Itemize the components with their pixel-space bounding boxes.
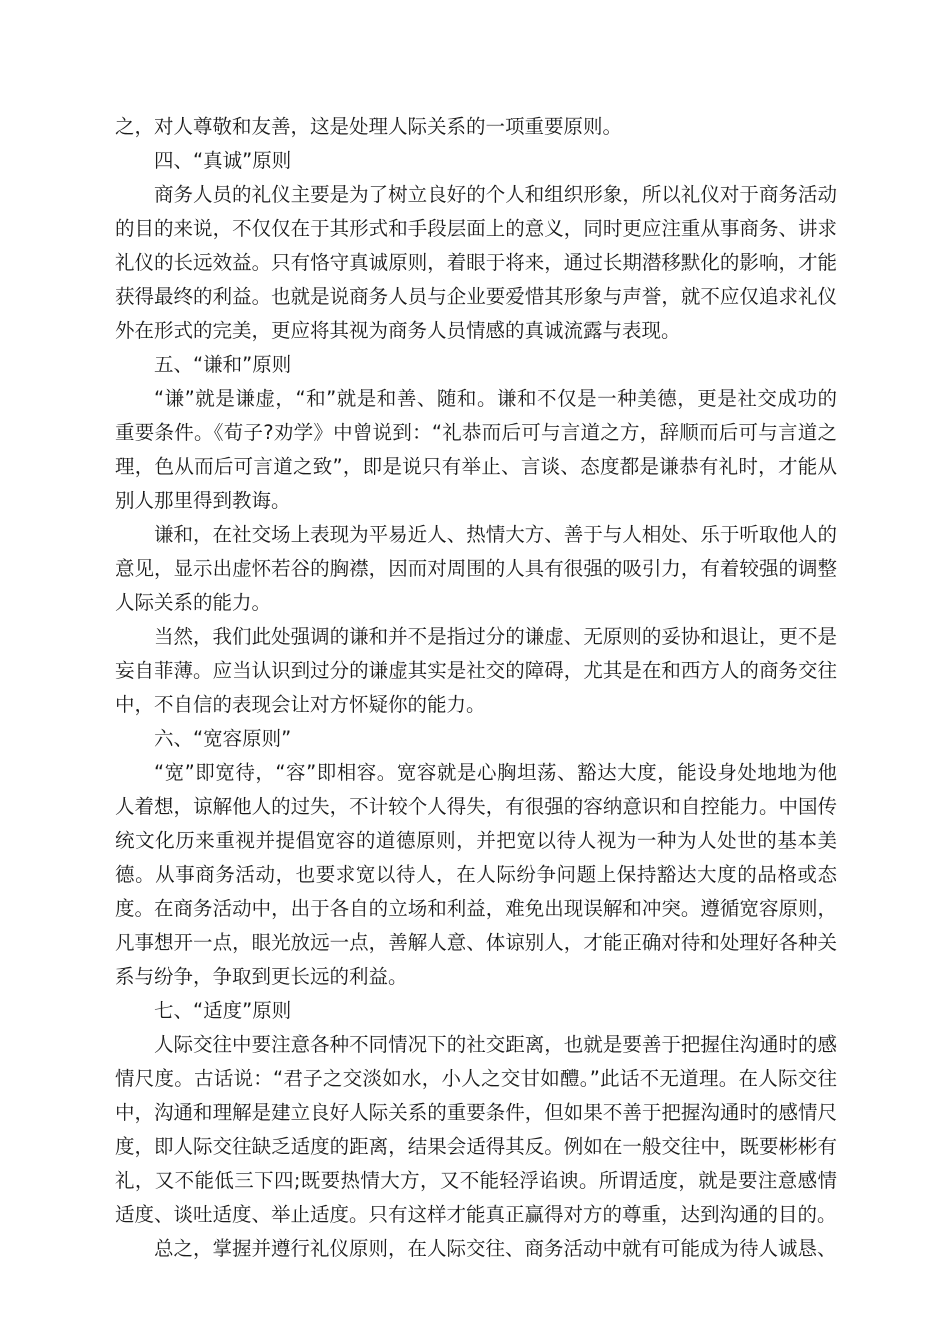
paragraph-sincerity: 商务人员的礼仪主要是为了树立良好的个人和组织形象，所以礼仪对于商务活动的目的来说，不仅仅在于其形式和手段层面上的意义，同时更应注重从事商务、讲求礼仪的长远效益。只有恪守真诚原则，着眼于将来，通过长期潜移默化的影响，才能获得最终的利益。也就是说商务人员与企业要爱惜其形象与声誉，就不应仅追求礼仪外在形式的完美，更应将其视为商务人员情感的真诚流露与表现。: [115, 183, 837, 342]
paragraph-modesty-behavior: 谦和，在社交场上表现为平易近人、热情大方、善于与人相处、乐于听取他人的意见，显示出虚怀若谷的胸襟，因而对周围的人具有很强的吸引力，有着较强的调整人际关系的能力。: [115, 523, 837, 614]
section-heading-tolerance: 六、“宽容原则”: [154, 727, 292, 750]
section-heading-sincerity: 四、“真诚”原则: [154, 149, 292, 172]
document-body: [115, 110, 837, 1266]
paragraph-conclusion: 总之，掌握并遵行礼仪原则，在人际交往、商务活动中就有可能成为待人诚恳、: [154, 1237, 837, 1260]
paragraph-modesty-caution: 当然，我们此处强调的谦和并不是指过分的谦虚、无原则的妥协和退让，更不是妄自菲薄。应当认识到过分的谦虚其实是社交的障碍，尤其是在和西方人的商务交往中，不自信的表现会让对方怀疑你的能力。: [115, 625, 837, 716]
paragraph-continuation: 之，对人尊敬和友善，这是处理人际关系的一项重要原则。: [115, 115, 623, 138]
paragraph-tolerance: “宽”即宽待，“容”即相容。宽容就是心胸坦荡、豁达大度，能设身处地地为他人着想，谅解他人的过失，不计较个人得失，有很强的容纳意识和自控能力。中国传统文化历来重视并提倡宽容的道德原则，并把宽以待人视为一种为人处世的基本美德。从事商务活动，也要求宽以待人，在人际纷争问题上保持豁达大度的品格或态度。在商务活动中，出于各自的立场和利益，难免出现误解和冲突。遵循宽容原则，凡事想开一点，眼光放远一点，善解人意、体谅别人，才能正确对待和处理好各种关系与纷争，争取到更长远的利益。: [115, 761, 837, 988]
paragraph-moderation: 人际交往中要注意各种不同情况下的社交距离，也就是要善于把握住沟通时的感情尺度。古话说：“君子之交淡如水，小人之交甘如醴。”此话不无道理。在人际交往中，沟通和理解是建立良好人际关系的重要条件，但如果不善于把握沟通时的感情尺度，即人际交往缺乏适度的距离，结果会适得其反。例如在一般交往中，既要彬彬有礼，又不能低三下四;既要热情大方，又不能轻浮谄谀。所谓适度，就是要注意感情适度、谈吐适度、举止适度。只有这样才能真正赢得对方的尊重，达到沟通的目的。: [115, 1033, 837, 1226]
paragraph-modesty-definition: “谦”就是谦虚，“和”就是和善、随和。谦和不仅是一种美德，更是社交成功的重要条件。《荀子?劝学》中曾说到：“礼恭而后可与言道之方，辞顺而后可与言道之理，色从而后可言道之致”，即是说只有举止、言谈、态度都是谦恭有礼时，才能从别人那里得到教诲。: [115, 387, 837, 512]
section-heading-modesty: 五、“谦和”原则: [154, 353, 292, 376]
section-heading-moderation: 七、“适度”原则: [154, 999, 292, 1022]
